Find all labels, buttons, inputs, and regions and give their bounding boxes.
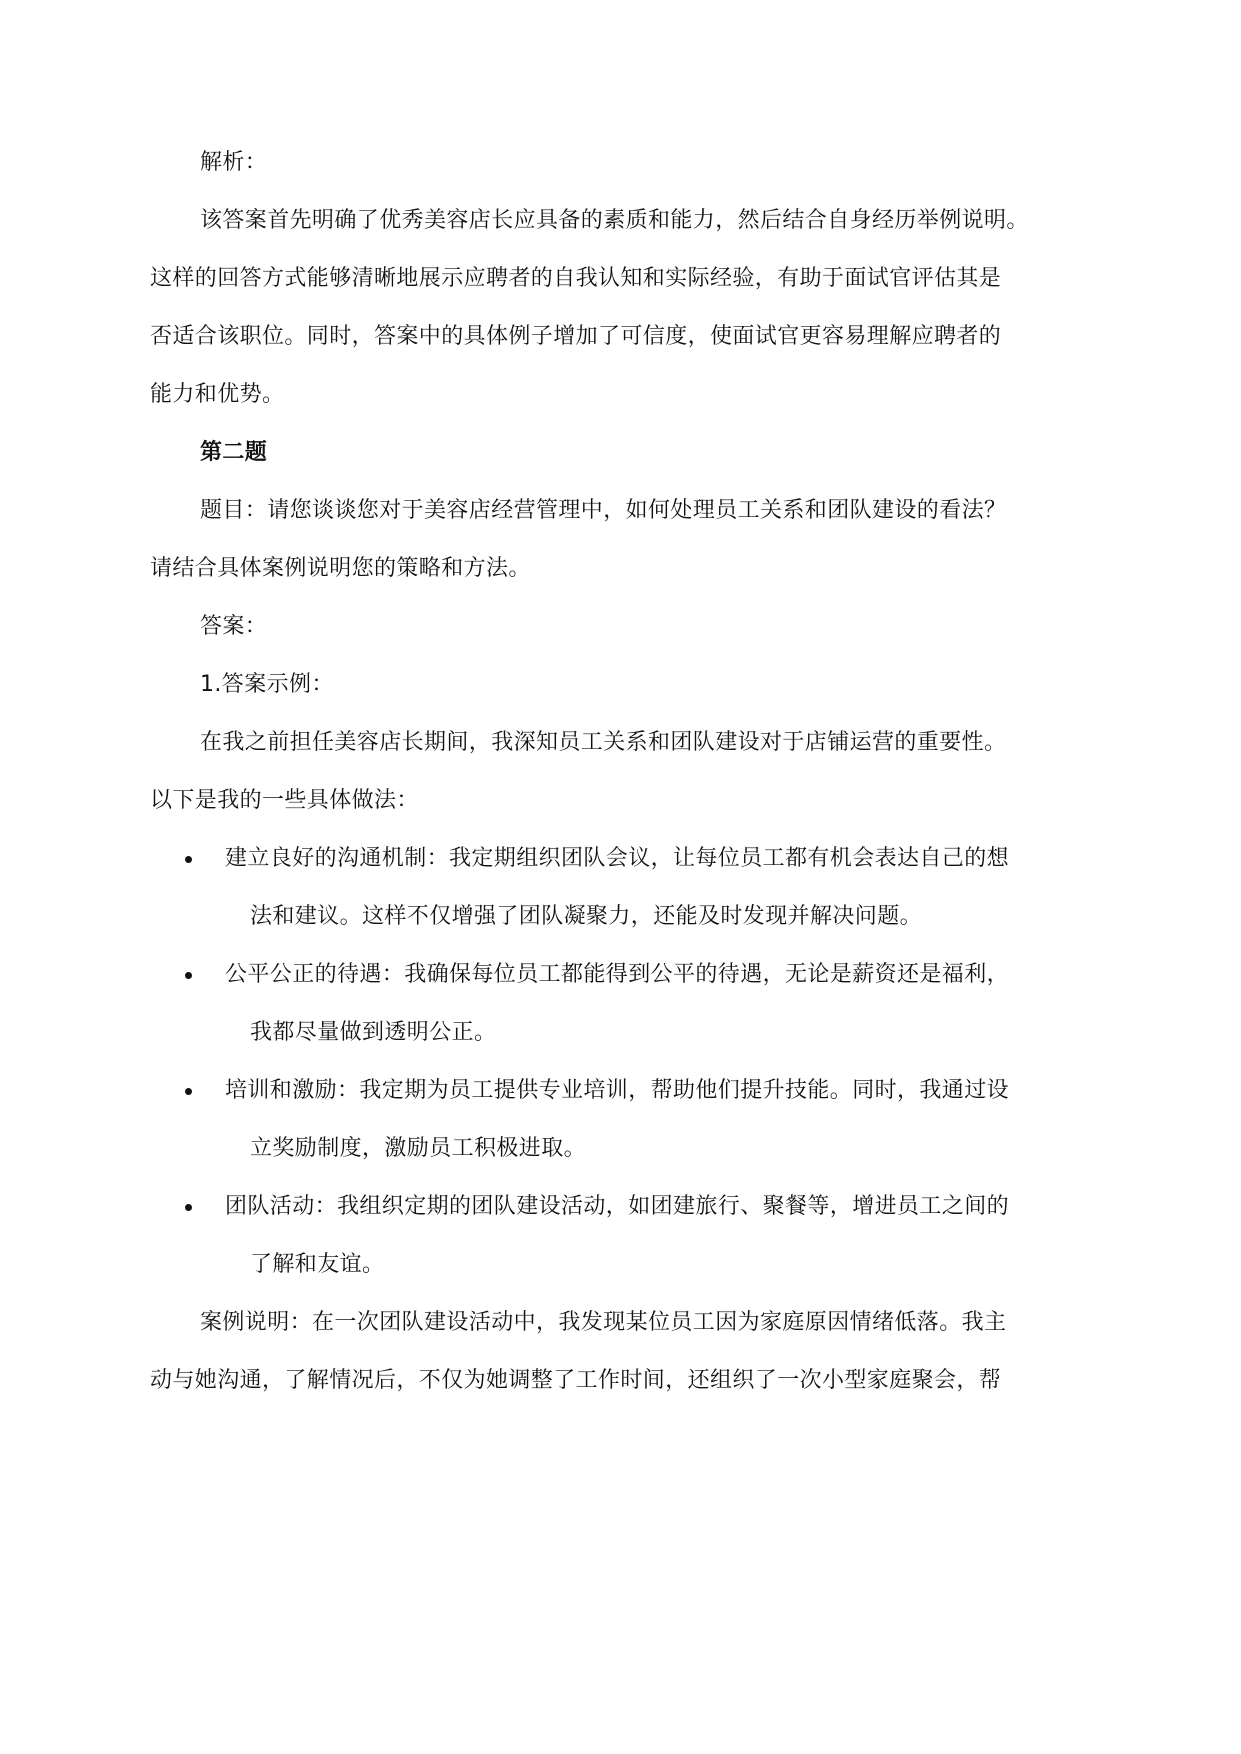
list-item-line: 我都尽量做到透明公正。 <box>250 1020 497 1045</box>
analysis-heading: 解析： <box>200 150 268 175</box>
analysis-line: 否适合该职位。同时，答案中的具体例子增加了可信度，使面试官更容易理解应聘者的 <box>150 324 1002 349</box>
list-item <box>150 1075 1090 1165</box>
case-line: 动与她沟通，了解情况后，不仅为她调整了工作时间，还组织了一次小型家庭聚会，帮 <box>150 1368 1002 1393</box>
list-item-line: 了解和友谊。 <box>250 1252 385 1277</box>
list-item-line: 团队活动：我组织定期的团队建设活动，如团建旅行、聚餐等，增进员工之间的 <box>225 1194 1010 1219</box>
analysis-paragraph <box>150 205 1090 411</box>
case-paragraph <box>150 1307 1090 1397</box>
bullet-icon <box>185 1204 192 1211</box>
list-item <box>150 1191 1090 1281</box>
bullet-icon <box>185 1088 192 1095</box>
analysis-line: 该答案首先明确了优秀美容店长应具备的素质和能力，然后结合自身经历举例说明。 <box>200 208 1029 233</box>
list-item-line: 公平公正的待遇：我确保每位员工都能得到公平的待遇，无论是薪资还是福利， <box>225 962 1010 987</box>
list-item-line: 建立良好的沟通机制：我定期组织团队会议，让每位员工都有机会表达自己的想 <box>225 846 1010 871</box>
answer-label: 答案： <box>200 614 268 639</box>
analysis-line: 这样的回答方式能够清晰地展示应聘者的自我认知和实际经验，有助于面试官评估其是 <box>150 266 1002 291</box>
question-title: 第二题 <box>200 440 268 465</box>
question-prompt <box>150 495 1090 585</box>
bullet-list <box>150 843 1090 1281</box>
analysis-line: 能力和优势。 <box>150 382 285 407</box>
question-prompt-line: 题目：请您谈谈您对于美容店经营管理中，如何处理员工关系和团队建设的看法？ <box>200 498 1007 523</box>
bullet-icon <box>185 972 192 979</box>
list-item <box>150 843 1090 933</box>
list-item-line: 法和建议。这样不仅增强了团队凝聚力，还能及时发现并解决问题。 <box>250 904 923 929</box>
intro-line: 以下是我的一些具体做法： <box>150 788 419 813</box>
list-item <box>150 959 1090 1049</box>
case-line: 案例说明：在一次团队建设活动中，我发现某位员工因为家庭原因情绪低落。我主 <box>200 1310 1007 1335</box>
intro-line: 在我之前担任美容店长期间，我深知员工关系和团队建设对于店铺运营的重要性。 <box>200 730 1007 755</box>
question-prompt-line: 请结合具体案例说明您的策略和方法。 <box>150 556 531 581</box>
intro-paragraph <box>150 727 1090 817</box>
bullet-icon <box>185 856 192 863</box>
list-item-line: 培训和激励：我定期为员工提供专业培训，帮助他们提升技能。同时，我通过设 <box>225 1078 1010 1103</box>
example-label: 1.答案示例： <box>200 672 334 697</box>
list-item-line: 立奖励制度，激励员工积极进取。 <box>250 1136 587 1161</box>
document-page <box>150 147 1090 1423</box>
